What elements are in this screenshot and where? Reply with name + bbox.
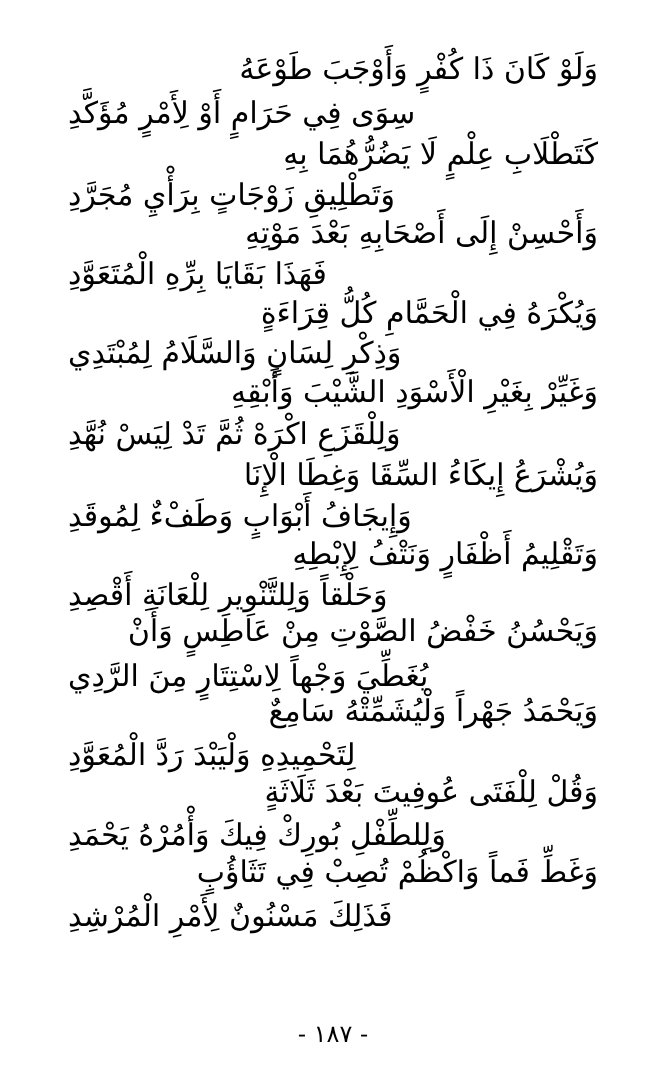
verse-10-first-hemistich: وَقُلْ لِلْفَتَى عُوفِيتَ بَعْدَ ثَلَاثَةٍ — [264, 775, 598, 810]
verse-9-second-hemistich: لِتَحْمِيدِهِ وَلْيَبْدَ رَدَّ الْمُعَوَّدِ — [68, 738, 356, 773]
verse-7-second-hemistich: وَحَلْقاً وَلِلتَّنْوِيرِ لِلْعَانَةِ أَقْصِدِ — [68, 578, 388, 613]
verse-5-first-hemistich: وَغَيِّرْ بِغَيْرِ الْأَسْوَدِ الشَّيْبَ وَأَبْقِهِ — [231, 375, 598, 410]
verse-7-first-hemistich: وَتَقْلِيمُ أَظْفَارٍ وَنَتْفُ لِإِبْطِهِ — [292, 537, 598, 572]
verse-8-first-hemistich: وَيَحْسُنُ خَفْضُ الصَّوْتِ مِنْ عَاطِسٍ وَأَنْ — [127, 614, 598, 649]
verse-11-first-hemistich: وَغَطِّ فَماً وَاكْظُمْ تُصِبْ فِي تَثَاؤُبٍ — [196, 855, 598, 890]
verse-11-second-hemistich: فَذَلِكَ مَسْنُونٌ لِأَمْرِ الْمُرْشِدِ — [68, 899, 393, 934]
verse-3-second-hemistich: فَهَذَا بَقَايَا بِرِّهِ الْمُتَعَوَّدِ — [68, 257, 327, 292]
verse-8-second-hemistich: يُغَطِّيَ وَجْهاً لِاسْتِتَارٍ مِنَ الرَّدِي — [68, 659, 429, 694]
verse-3-first-hemistich: وَأَحْسِنْ إِلَى أَصْحَابِهِ بَعْدَ مَوْتِهِ — [245, 216, 598, 251]
verse-1-second-hemistich: سِوَى فِي حَرَامٍ أَوْ لِأَمْرٍ مُؤَكَّدِ — [68, 96, 416, 131]
verse-1-first-hemistich: وَلَوْ كَانَ ذَا كُفْرٍ وَأَوْجَبَ طَوْعَهُ — [239, 52, 598, 87]
verse-4-first-hemistich: وَيُكْرَهُ فِي الْحَمَّامِ كُلُّ قِرَاءَةٍ — [260, 296, 598, 331]
verse-10-second-hemistich: وَلِلطِّفْلِ بُورِكْ فِيكَ وَأْمُرْهُ يَحْمَدِ — [68, 818, 446, 853]
verse-2-second-hemistich: وَتَطْلِيقِ زَوْجَاتٍ بِرَأْيِ مُجَرَّدِ — [68, 178, 396, 213]
verse-6-second-hemistich: وَإِيجَافُ أَبْوَابٍ وَطَفْءٌ لِمُوقَدِ — [68, 499, 412, 534]
verse-4-second-hemistich: وَذِكْرِ لِسَانٍ وَالسَّلَامُ لِمُبْتَدِي — [68, 336, 402, 371]
verse-5-second-hemistich: وَلِلْقَزَعِ اكْرَهْ ثُمَّ تَدْ لِيَسْ نُهَّدِ — [68, 417, 401, 452]
verse-2-first-hemistich: كَتَطْلَابِ عِلْمٍ لَا يَضُرُّهُمَا بِهِ — [283, 137, 598, 172]
verse-6-first-hemistich: وَيُشْرَعُ إِيكَاءُ السِّقَا وَغِطَا الْإِنَا — [243, 458, 598, 493]
verse-9-first-hemistich: وَيَحْمَدُ جَهْراً وَلْيُشَمِّتْهُ سَامِعٌ — [268, 694, 598, 729]
page-number: - ١٨٧ - — [297, 1020, 369, 1048]
